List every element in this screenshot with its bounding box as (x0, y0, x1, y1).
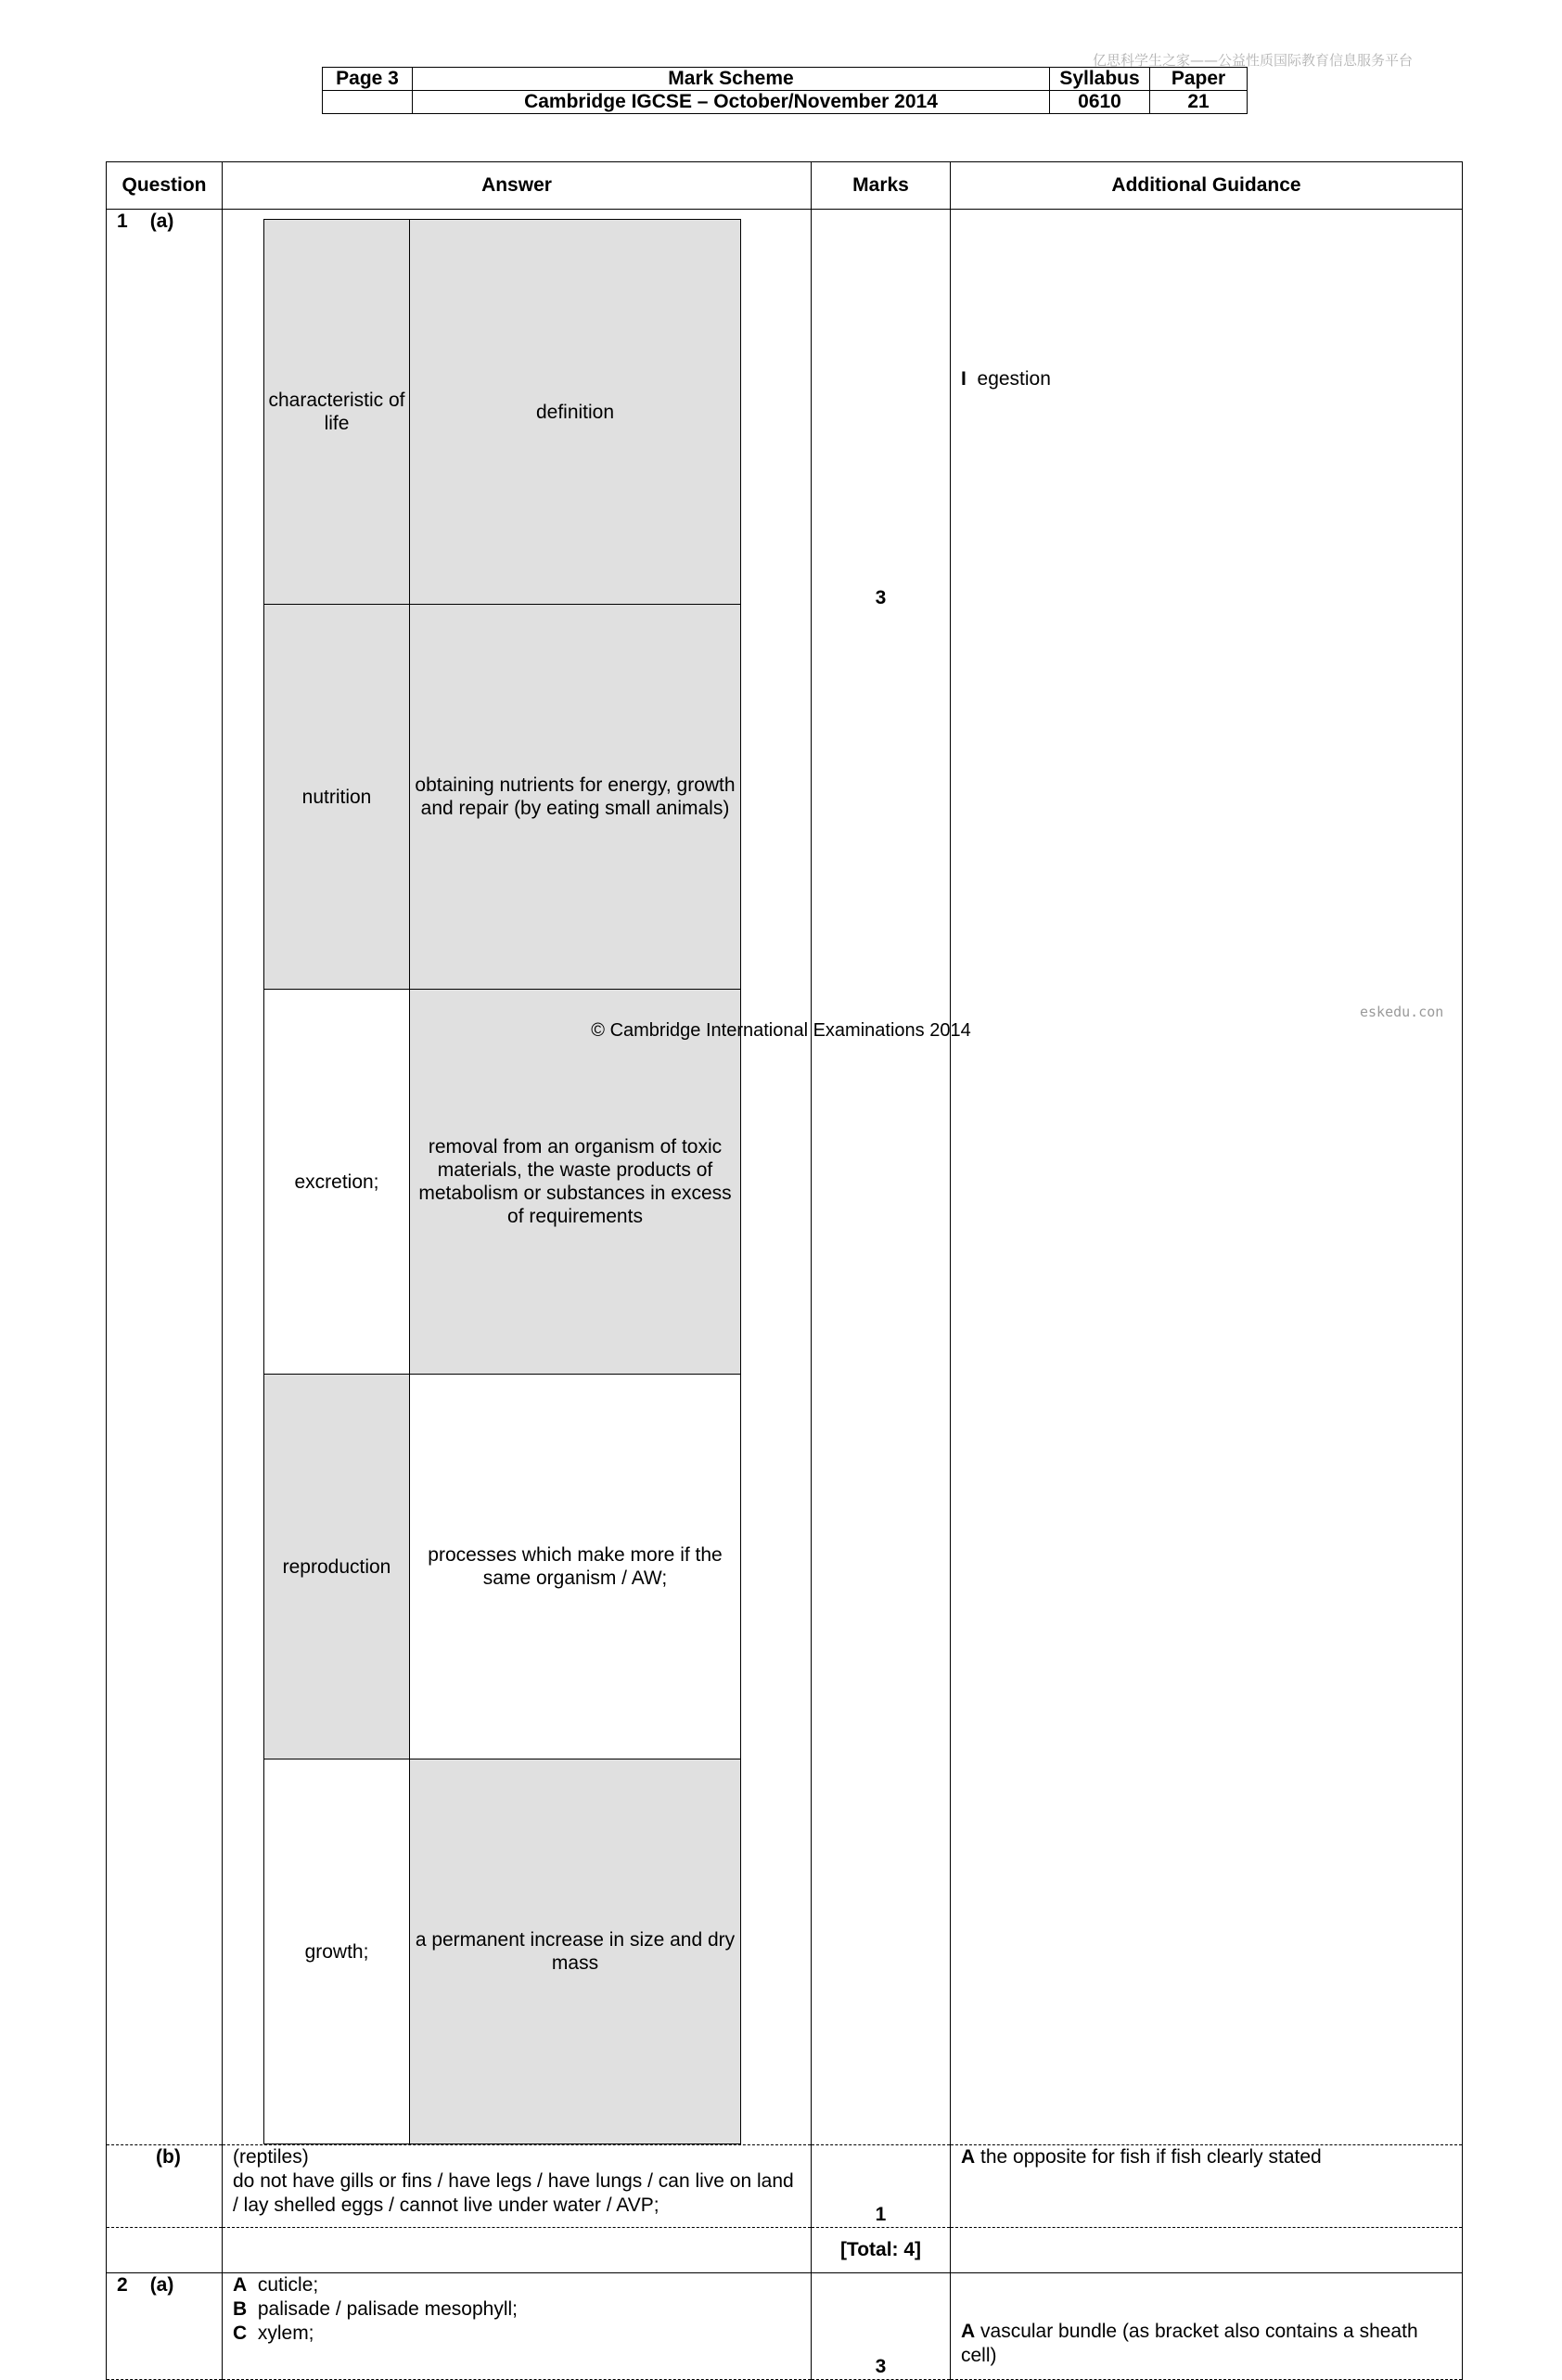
inner-cell-characteristic: excretion; (264, 990, 410, 1375)
document-title: Mark Scheme (413, 68, 1050, 91)
answer-line (233, 2322, 800, 2346)
characteristics-table (263, 219, 741, 2144)
marks-cell (812, 2273, 951, 2380)
inner-cell-definition: processes which make more if the same organism / AW; (410, 1375, 741, 1759)
answer-text: xylem; (257, 2322, 314, 2344)
marks-cell (812, 2145, 951, 2228)
inner-header-definition: definition (410, 220, 741, 605)
table-row (107, 210, 1463, 2145)
total-marks: [Total: 4] (812, 2228, 951, 2273)
column-marks: Marks (812, 162, 951, 210)
marks-value: 3 (875, 587, 887, 608)
paper-label: Paper (1150, 68, 1248, 91)
question-cell (107, 2145, 223, 2228)
copyright-footer: © Cambridge International Examinations 2014 (591, 1020, 971, 1041)
guidance-text: vascular bundle (as bracket also contains a sheath cell) (961, 2321, 1418, 2366)
table-header-row (107, 162, 1463, 210)
question-cell (107, 2228, 223, 2273)
column-question: Question (107, 162, 223, 210)
table-row (107, 2273, 1463, 2380)
answer-cell (223, 2273, 812, 2380)
column-answer: Answer (223, 162, 812, 210)
mark-scheme-table (106, 161, 1463, 2380)
inner-cell-characteristic: nutrition (264, 605, 410, 990)
inner-cell-characteristic: growth; (264, 1759, 410, 2144)
answer-line: do not have gills or fins / have legs / have lungs / can live on land / lay shelled eggs / cannot live under water / AVP; (233, 2170, 794, 2216)
guidance-text: egestion (977, 368, 1051, 390)
inner-cell-definition: obtaining nutrients for energy, growth and repair (by eating small animals) (410, 605, 741, 990)
syllabus-value: 0610 (1050, 91, 1150, 114)
inner-header-characteristic: characteristic of life (264, 220, 410, 605)
guidance-cell (951, 2228, 1463, 2273)
marks-cell (812, 210, 951, 2145)
guidance-cell (951, 2145, 1463, 2228)
answer-cell (223, 2228, 812, 2273)
watermark-top: 亿思科学生之家——公益性质国际教育信息服务平台 (1093, 52, 1414, 69)
marks-value: 3 (875, 2356, 887, 2377)
header-table (322, 67, 1248, 114)
guidance-cell (951, 2273, 1463, 2380)
table-row (107, 2145, 1463, 2228)
answer-text: palisade / palisade mesophyll; (257, 2298, 519, 2320)
answer-line (233, 2273, 800, 2297)
inner-cell-definition: a permanent increase in size and dry mass (410, 1759, 741, 2144)
document-subtitle: Cambridge IGCSE – October/November 2014 (413, 91, 1050, 114)
inner-cell-definition: removal from an organism of toxic materials, the waste products of metabolism or substances in excess of requirements (410, 990, 741, 1375)
answer-cell (223, 2145, 812, 2228)
question-number: 1 (117, 211, 128, 232)
paper-value: 21 (1150, 91, 1248, 114)
answer-line (233, 2297, 800, 2322)
answer-text: cuticle; (257, 2274, 319, 2296)
question-number: 2 (117, 2274, 128, 2296)
question-cell (107, 2273, 223, 2380)
question-cell (107, 210, 223, 2145)
inner-cell-characteristic: reproduction (264, 1375, 410, 1759)
answer-label: C (233, 2322, 248, 2344)
header-empty-cell (323, 91, 413, 114)
page-number: Page 3 (323, 68, 413, 91)
answer-line: (reptiles) (233, 2146, 309, 2168)
marks-value: 1 (875, 2204, 887, 2225)
syllabus-label: Syllabus (1050, 68, 1150, 91)
guidance-label: A (961, 2321, 976, 2342)
guidance-text: the opposite for fish if fish clearly stated (980, 2146, 1322, 2168)
column-guidance: Additional Guidance (951, 162, 1463, 210)
question-part: (a) (149, 2274, 174, 2296)
guidance-label: A (961, 2146, 976, 2168)
answer-label: A (233, 2274, 248, 2296)
question-part: (a) (149, 211, 174, 232)
guidance-cell (951, 210, 1463, 2145)
watermark-bottom: eskedu.con (1360, 1004, 1444, 1020)
total-row (107, 2228, 1463, 2273)
guidance-label: I (961, 368, 967, 390)
answer-label: B (233, 2298, 248, 2320)
answer-cell (223, 210, 812, 2145)
question-part: (b) (156, 2146, 181, 2168)
